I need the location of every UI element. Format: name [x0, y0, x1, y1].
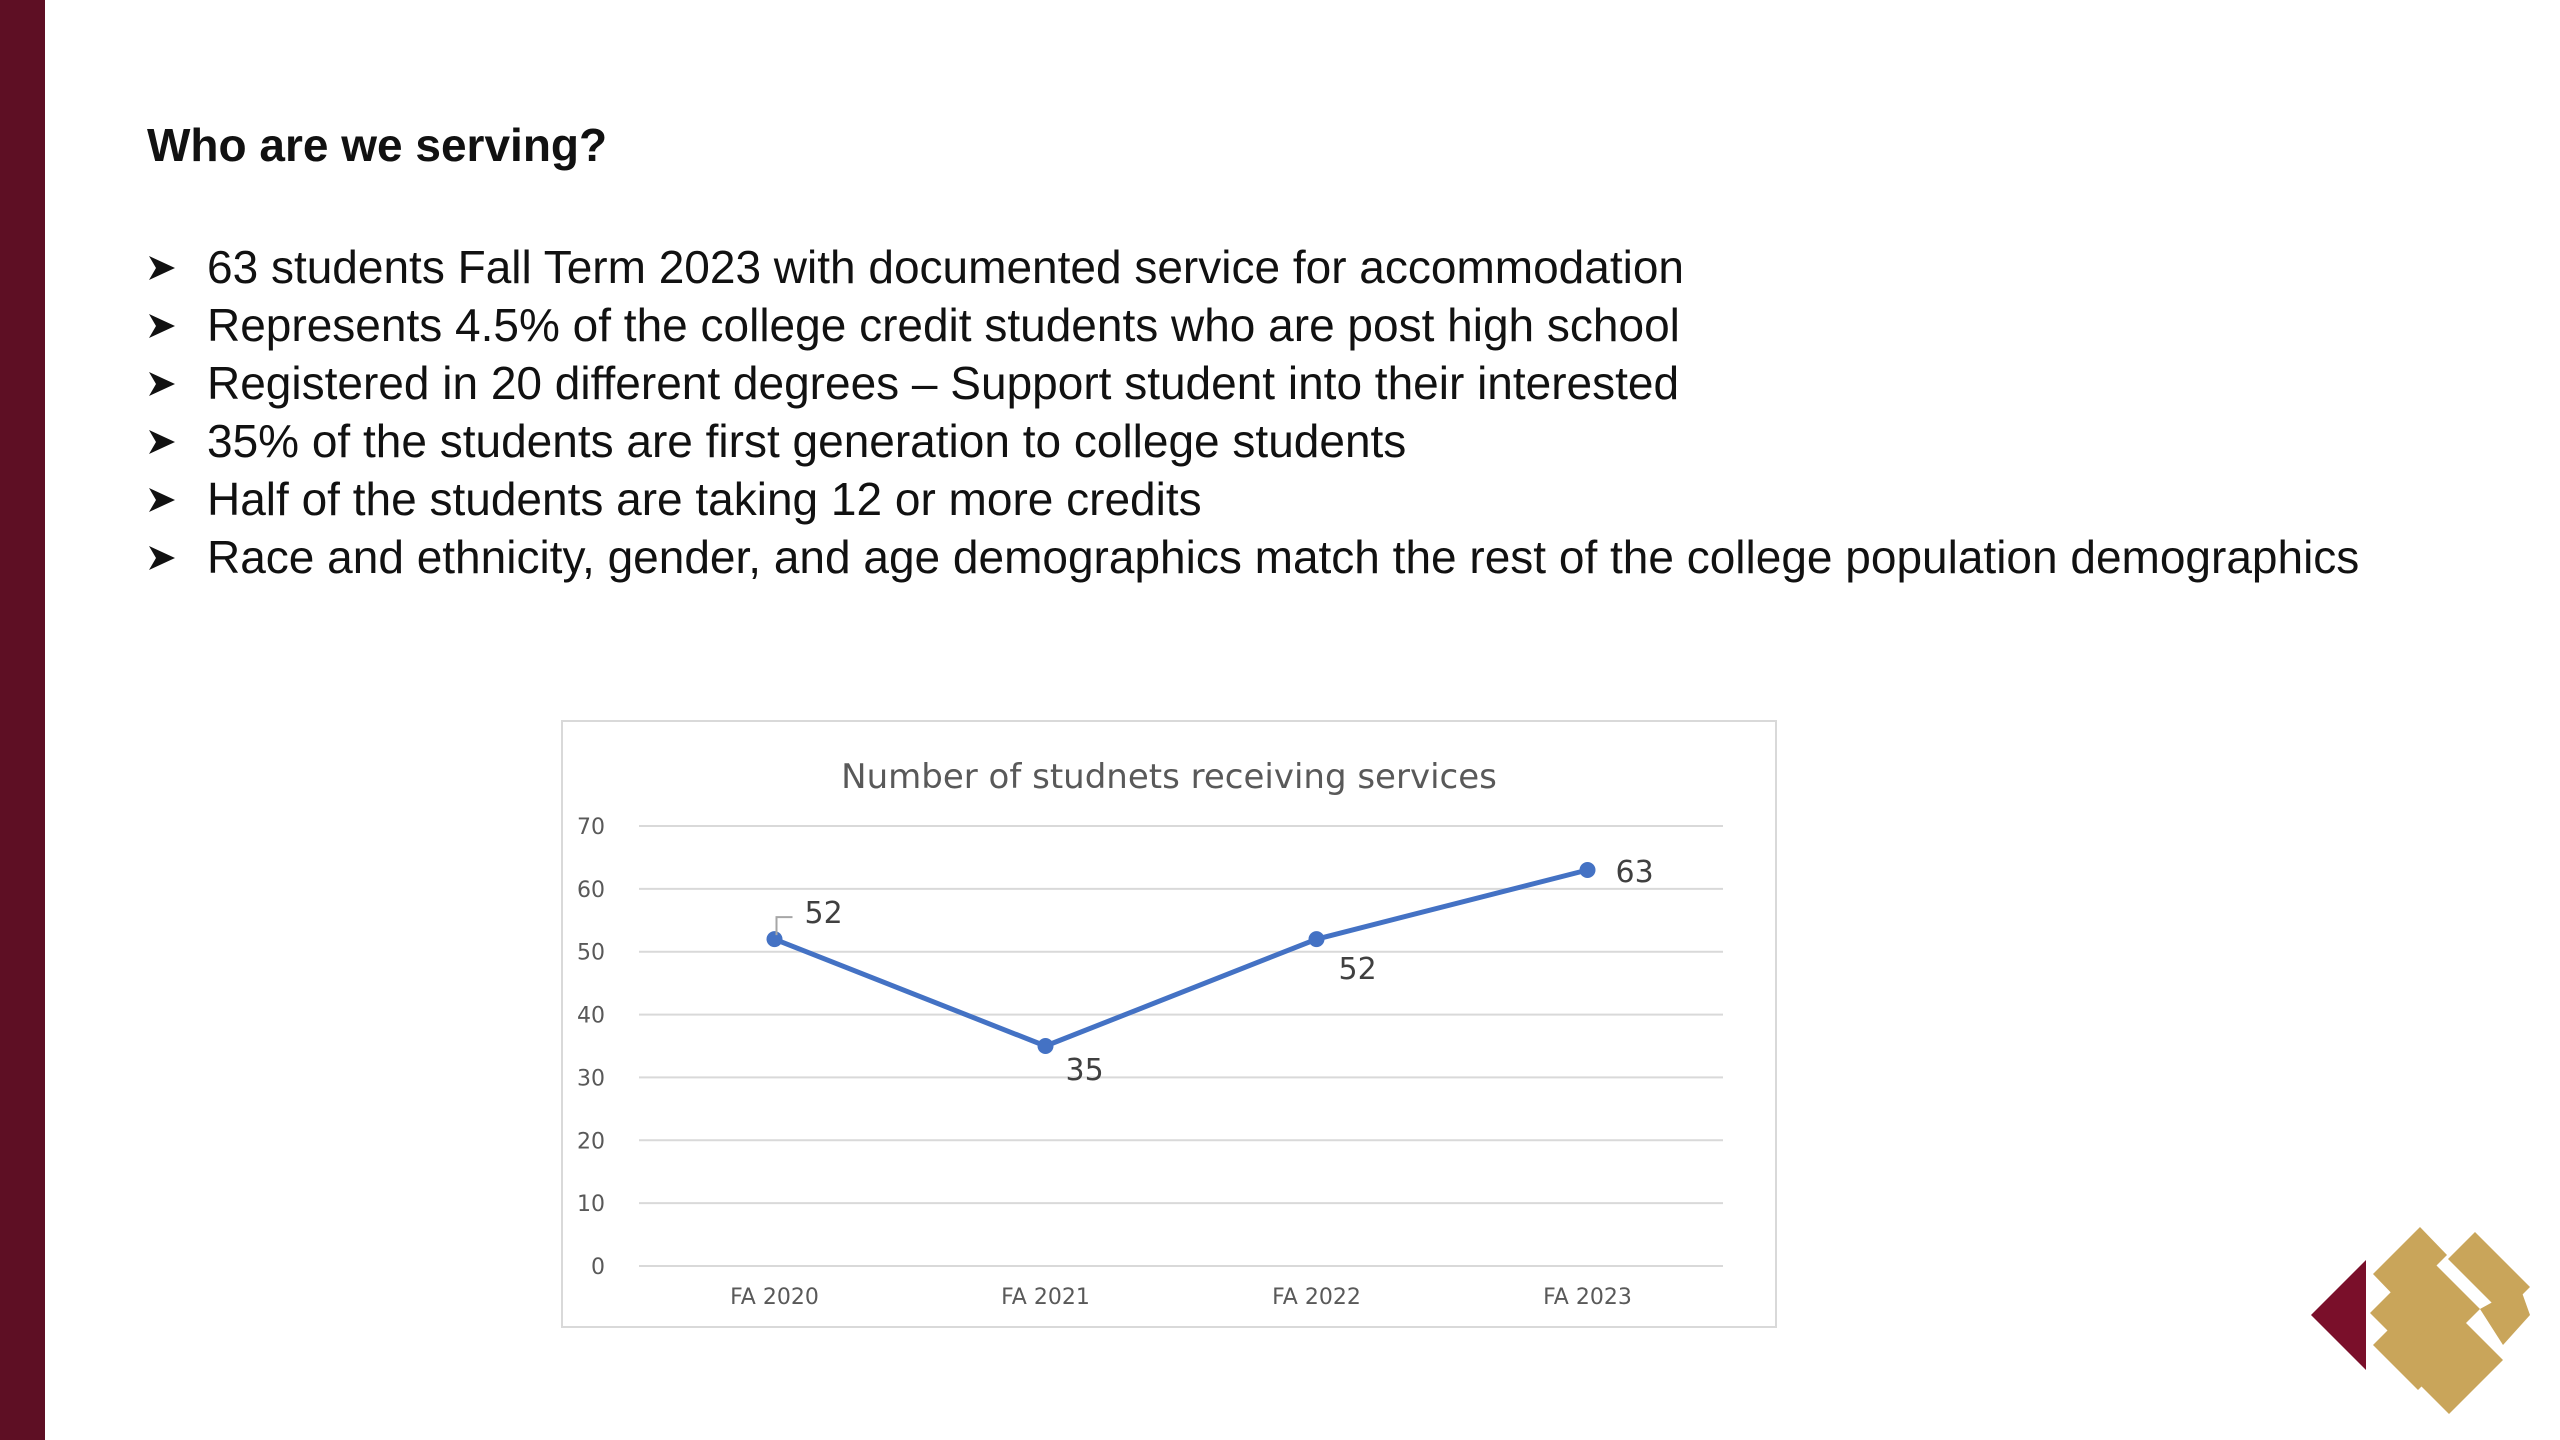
y-tick-label: 20	[577, 1129, 605, 1155]
x-tick-label: FA 2022	[1272, 1285, 1361, 1310]
college-logo-icon	[2300, 1195, 2540, 1435]
data-point	[1038, 1038, 1054, 1054]
slide-title: Who are we serving?	[147, 119, 608, 171]
bullet-text: Race and ethnicity, gender, and age demographics match the rest of the college population demographics	[207, 531, 2360, 583]
arrow-bullet-icon	[147, 544, 177, 572]
data-label: 63	[1615, 855, 1654, 890]
data-point	[767, 931, 783, 947]
bullet-item	[147, 528, 2397, 586]
sidebar-accent-bar	[0, 0, 45, 1440]
data-point	[1580, 862, 1596, 878]
y-tick-label: 0	[591, 1255, 605, 1280]
bullet-text: Represents 4.5% of the college credit students who are post high school	[207, 299, 1680, 351]
y-tick-label: 70	[577, 815, 605, 840]
bullet-text: 35% of the students are first generation to college students	[207, 415, 1407, 467]
bullet-text: Half of the students are taking 12 or more credits	[207, 473, 1202, 525]
chart-title: Number of studnets receiving services	[841, 757, 1497, 797]
data-label: 35	[1065, 1053, 1104, 1088]
bullet-text: Registered in 20 different degrees – Support student into their interested	[207, 357, 1680, 409]
bullet-item	[147, 412, 2397, 470]
y-tick-label: 30	[577, 1066, 605, 1092]
arrow-bullet-icon	[147, 370, 177, 398]
x-tick-label: FA 2023	[1543, 1285, 1632, 1310]
data-label: 52	[804, 896, 843, 932]
arrow-bullet-icon	[147, 312, 177, 340]
data-label: 52	[1338, 952, 1377, 988]
arrow-bullet-icon	[147, 486, 177, 514]
bullet-item	[147, 470, 2397, 528]
line-chart	[561, 720, 1777, 1328]
x-tick-label: FA 2020	[730, 1285, 819, 1310]
bullet-item	[147, 354, 2397, 412]
arrow-bullet-icon	[147, 428, 177, 456]
chart-canvas	[563, 722, 1775, 1326]
y-tick-label: 60	[577, 877, 605, 903]
x-tick-label: FA 2021	[1001, 1285, 1090, 1310]
bullet-item	[147, 296, 2397, 354]
y-tick-label: 40	[577, 1003, 605, 1029]
y-tick-label: 10	[577, 1192, 605, 1218]
bullet-item	[147, 238, 2397, 296]
bullet-list	[147, 238, 2397, 586]
data-point	[1309, 931, 1325, 947]
y-tick-label: 50	[577, 940, 605, 966]
data-label-leader	[777, 917, 793, 935]
arrow-bullet-icon	[147, 254, 177, 282]
bullet-text: 63 students Fall Term 2023 with documented service for accommodation	[207, 241, 1685, 293]
series-line	[775, 870, 1588, 1046]
